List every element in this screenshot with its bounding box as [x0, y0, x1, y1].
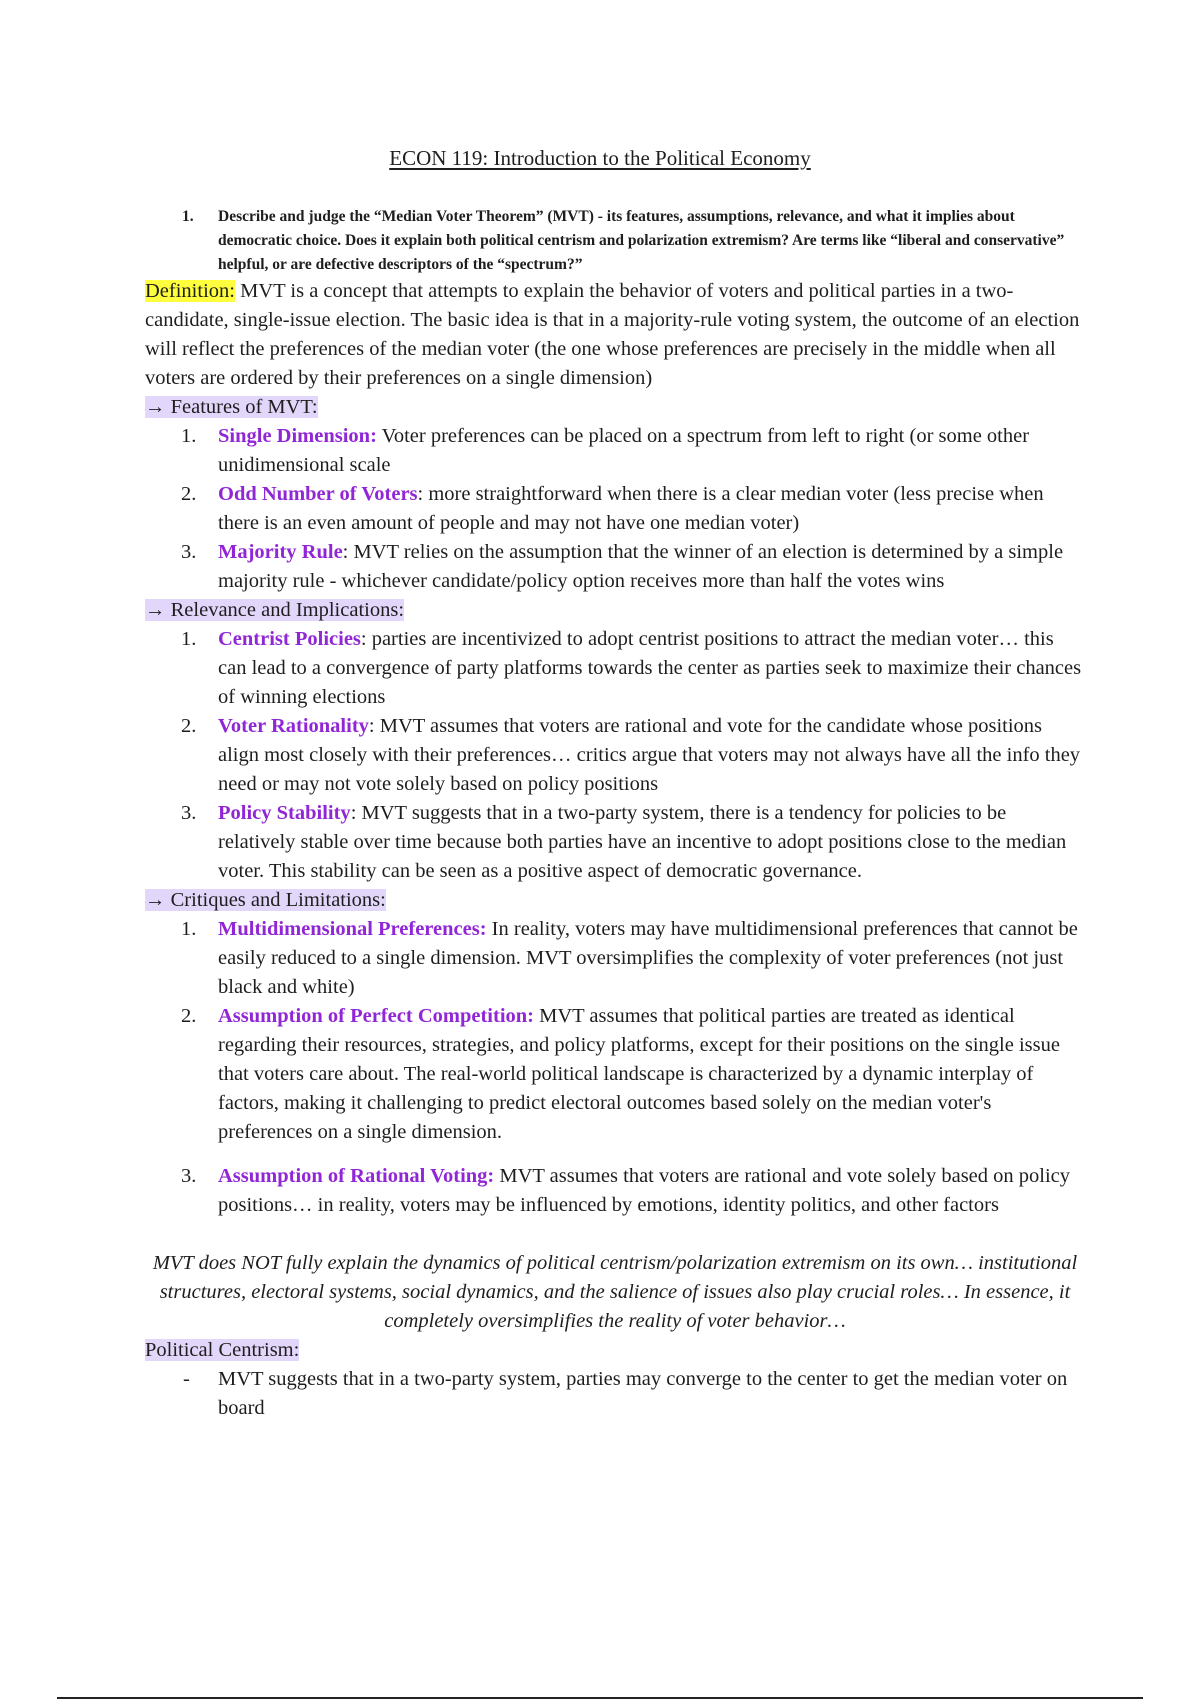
definition-paragraph — [145, 277, 1085, 393]
item-text — [218, 915, 1084, 1002]
item-text: MVT suggests that in a two-party system, parties may converge to the center to get the median voter on board — [218, 1368, 1068, 1419]
item-number: 2. — [181, 483, 197, 505]
document-title: ECON 119: Introduction to the Political Economy — [389, 146, 811, 170]
item-term: Policy Stability — [218, 802, 351, 824]
centrism-heading: Political Centrism: — [145, 1339, 300, 1361]
item-description: MVT assumes that voters are rational and vote solely based on policy positions… in reality, voters may be influenced by emotions, identity politics, and other factors — [218, 1165, 1071, 1216]
item-text — [218, 1002, 1084, 1147]
item-number: 3. — [181, 1165, 197, 1187]
item-description: In reality, voters may have multidimensional preferences that cannot be easily reduced to a single dimension. MVT oversimplifies the complexity of voter preferences (not just black and white) — [218, 918, 1078, 998]
item-text — [218, 625, 1084, 712]
item-number: 3. — [181, 802, 197, 824]
item-term: Assumption of Perfect Competition: — [218, 1005, 534, 1027]
item-term: Voter Rationality — [218, 715, 369, 737]
question-text: Describe and judge the “Median Voter Theorem” (MVT) - its features, assumptions, relevance, and what it implies about democratic choice. Does it explain both political centrism and polarization extremism? Are terms like “liberal and conservative” helpful, or are defective descriptors of the “spectrum?” — [218, 208, 1065, 273]
item-text — [218, 422, 1084, 480]
page-bottom-divider — [57, 1697, 1143, 1699]
critiques-heading: → Critiques and Limitations: — [145, 889, 386, 911]
item-number: 1. — [181, 425, 197, 447]
item-number: 1. — [181, 918, 197, 940]
item-description: : parties are incentivized to adopt centrist positions to attract the median voter… this can lead to a convergence of party platforms towards the center as parties seek to maximize their chances of winning elections — [218, 628, 1082, 708]
critiques-section — [145, 886, 1085, 915]
item-term: Multidimensional Preferences: — [218, 918, 487, 940]
item-text — [218, 1162, 1084, 1220]
item-description: : MVT suggests that in a two-party system, there is a tendency for policies to be relatively stable over time because both parties have an incentive to adopt positions close to the median voter. This stability can be seen as a positive aspect of democratic governance. — [218, 802, 1067, 882]
item-text — [218, 480, 1084, 538]
item-description: MVT assumes that political parties are treated as identical regarding their resources, strategies, and policy platforms, except for their positions on the single issue that voters care about. The real-world political landscape is characterized by a dynamic interplay of factors, making it challenging to predict electoral outcomes based solely on the median voter's preferences on a single dimension. — [218, 1005, 1060, 1143]
item-description: Voter preferences can be placed on a spectrum from left to right (or some other unidimensional scale — [218, 425, 1030, 476]
item-term: Assumption of Rational Voting: — [218, 1165, 495, 1187]
item-description: : MVT relies on the assumption that the winner of an election is determined by a simple majority rule - whichever candidate/policy option receives more than half the votes wins — [218, 541, 1064, 592]
item-term: Odd Number of Voters — [218, 483, 418, 505]
item-number: 1. — [181, 628, 197, 650]
item-number: 2. — [181, 715, 197, 737]
definition-text: MVT is a concept that attempts to explain the behavior of voters and political parties in a two-candidate, single-issue election. The basic idea is that in a majority-rule voting system, the outcome of an election will reflect the preferences of the median voter (the one whose preferences are precisely in the middle when all voters are ordered by their preferences on a single dimension) — [145, 280, 1080, 389]
item-term: Majority Rule — [218, 541, 343, 563]
item-text — [218, 799, 1084, 886]
definition-label: Definition: — [145, 280, 235, 302]
item-description: : MVT assumes that voters are rational and vote for the candidate whose positions align most closely with their preferences… critics argue that voters may not always have all the info they need or may not vote solely based on policy positions — [218, 715, 1081, 795]
centrism-section — [145, 1336, 1085, 1365]
item-term: Single Dimension: — [218, 425, 377, 447]
bullet-dash: - — [183, 1368, 190, 1390]
features-section — [145, 393, 1085, 422]
item-text — [218, 538, 1084, 596]
item-text — [218, 712, 1084, 799]
item-number: 3. — [181, 541, 197, 563]
features-heading: → Features of MVT: — [145, 396, 318, 418]
item-description: : more straightforward when there is a clear median voter (less precise when there is an even amount of people and may not have one median voter) — [218, 483, 1044, 534]
item-term: Centrist Policies — [218, 628, 361, 650]
conclusion-text: MVT does NOT fully explain the dynamics of political centrism/polarization extremism on its own… institutional structures, electoral systems, social dynamics, and the salience of issues also play crucial roles… In essence, it completely oversimplifies the reality of voter behavior… — [152, 1252, 1078, 1332]
item-number: 2. — [181, 1005, 197, 1027]
relevance-section — [145, 596, 1085, 625]
relevance-heading: → Relevance and Implications: — [145, 599, 405, 621]
question-number: 1. — [182, 208, 194, 225]
